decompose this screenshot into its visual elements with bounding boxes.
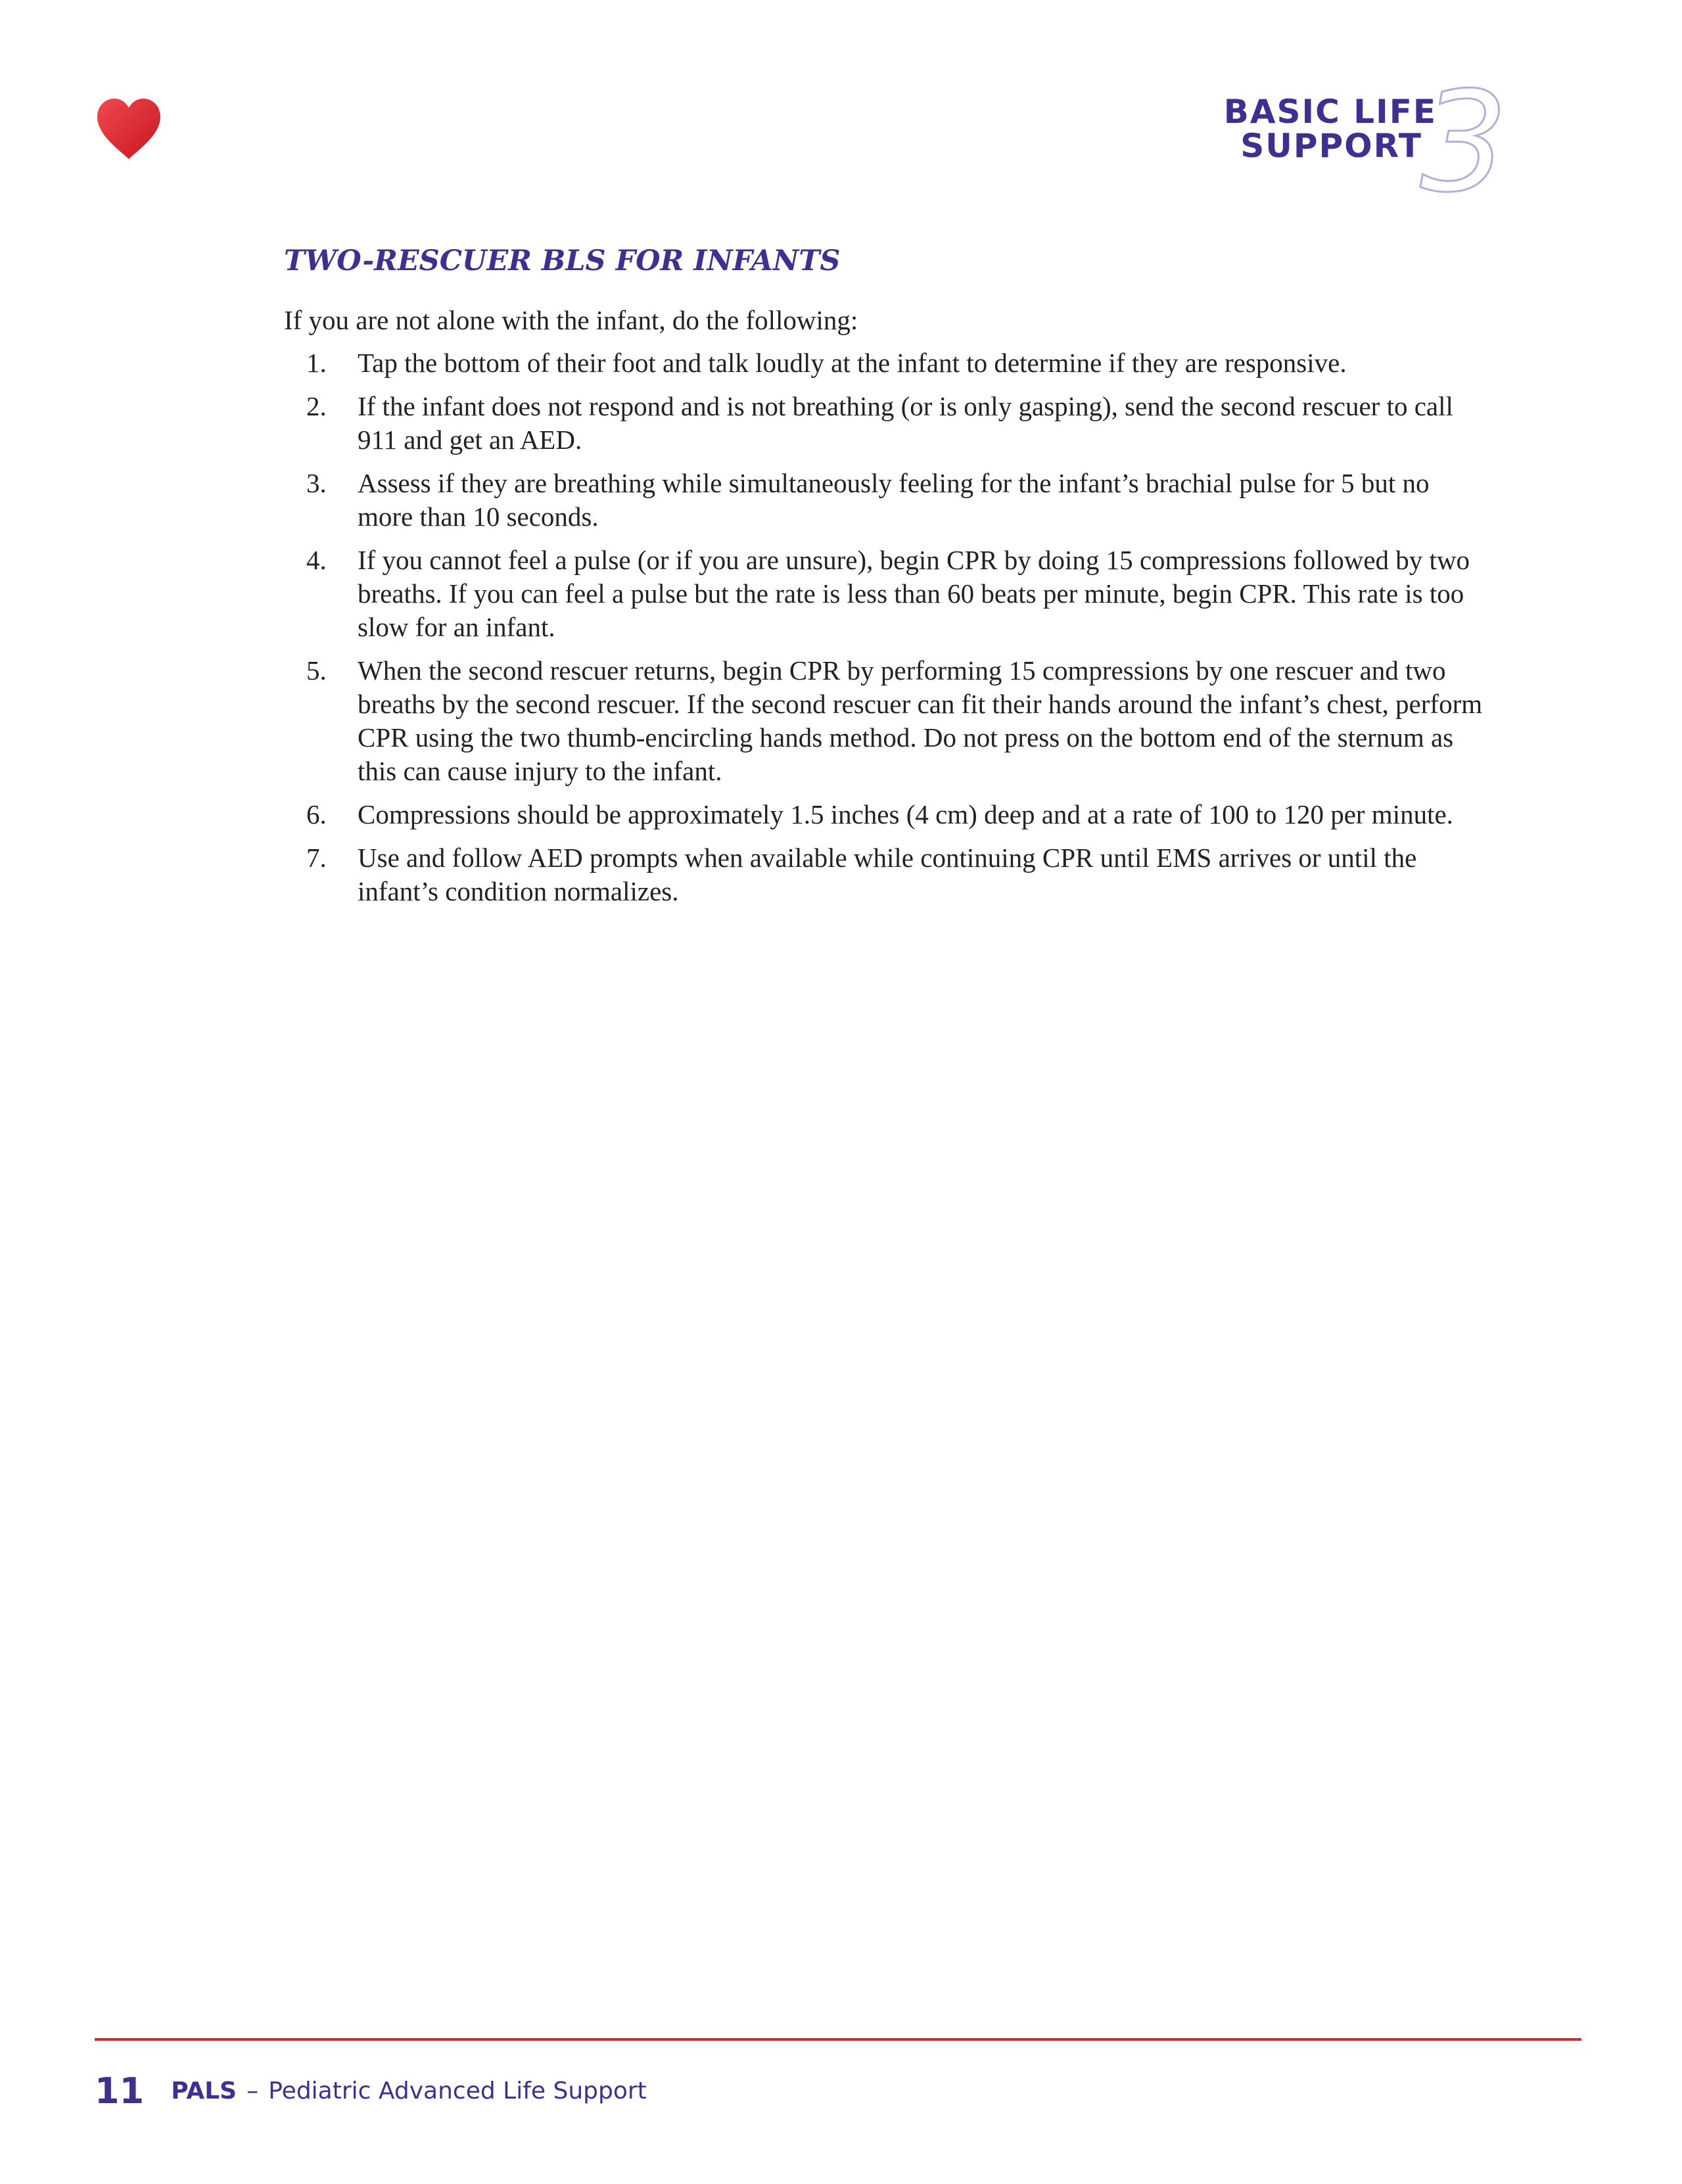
list-item	[284, 467, 1487, 534]
chapter-number: 3	[1420, 62, 1508, 223]
step-number: 2.	[306, 391, 327, 421]
chapter-title	[1224, 95, 1437, 163]
steps-list	[284, 346, 1487, 908]
list-item	[284, 544, 1487, 644]
list-item	[284, 654, 1487, 788]
page-footer	[95, 2070, 647, 2112]
step-number: 3.	[306, 468, 327, 498]
step-text: Use and follow AED prompts when available while continuing CPR until EMS arrives or until the infant’s condition normalizes.	[358, 843, 1417, 906]
section-heading: TWO-RESCUER BLS FOR INFANTS	[284, 244, 841, 277]
footer-separator: –	[246, 2078, 259, 2104]
page-number: 11	[95, 2070, 145, 2112]
step-text: Compressions should be approximately 1.5 inches (4 cm) deep and at a rate of 100 to 120 per minute.	[358, 799, 1453, 829]
step-number: 6.	[306, 799, 327, 829]
footer-subtitle: Pediatric Advanced Life Support	[268, 2078, 647, 2104]
heart-icon	[95, 97, 163, 160]
footer-brand: PALS	[171, 2078, 237, 2104]
step-number: 5.	[306, 655, 327, 685]
step-text: Tap the bottom of their foot and talk loudly at the infant to determine if they are responsive.	[358, 348, 1347, 378]
step-number: 7.	[306, 843, 327, 873]
step-text: If you cannot feel a pulse (or if you are unsure), begin CPR by doing 15 compressions followed by two breaths. If you can feel a pulse but the rate is less than 60 beats per minute, begin CPR. This rate is too slow for an infant.	[358, 545, 1470, 642]
step-text: Assess if they are breathing while simultaneously feeling for the infant’s brachial pulse for 5 but no more than 10 seconds.	[358, 468, 1430, 532]
chapter-title-line-2: SUPPORT	[1240, 127, 1422, 165]
step-number: 1.	[306, 348, 327, 378]
footer-divider	[95, 2038, 1581, 2041]
list-item	[284, 346, 1487, 380]
list-item	[284, 798, 1487, 831]
list-item	[284, 841, 1487, 908]
step-text: When the second rescuer returns, begin CPR by performing 15 compressions by one rescuer and two breaths by the second rescuer. If the second rescuer can fit their hands around the infant’s chest, perform CPR using the two thumb-encircling hands method. Do not press on the bottom end of the sternum as this can cause injury to the infant.	[358, 655, 1483, 786]
intro-text: If you are not alone with the infant, do the following:	[284, 305, 858, 335]
step-text: If the infant does not respond and is not breathing (or is only gasping), send the second rescuer to call 911 and get an AED.	[358, 391, 1453, 455]
list-item	[284, 390, 1487, 457]
chapter-header	[1192, 62, 1508, 223]
step-number: 4.	[306, 545, 327, 575]
section-content	[284, 304, 1487, 918]
chapter-title-line-1: BASIC LIFE	[1223, 93, 1437, 131]
